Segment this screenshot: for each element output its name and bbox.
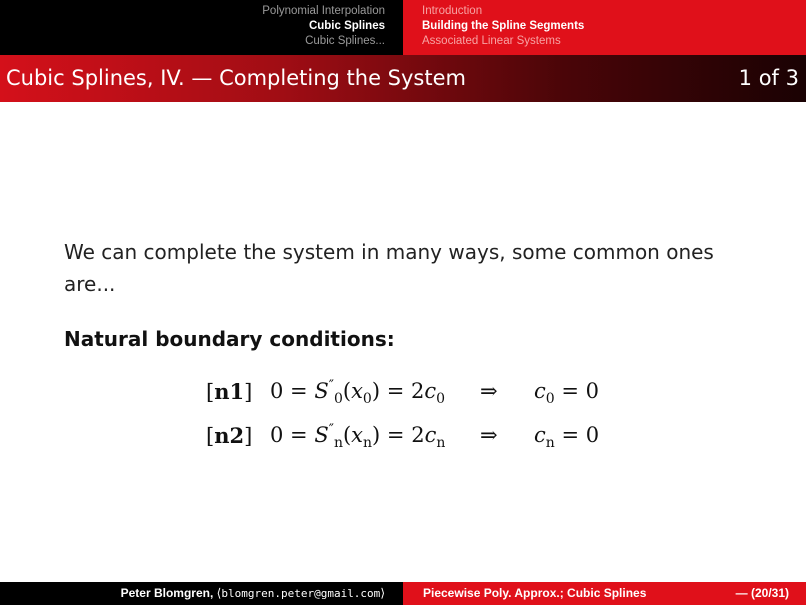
equation-tag: [n1]	[206, 379, 253, 404]
equation-rhs: $c_0 = 0$	[534, 379, 599, 408]
equation-tag: [n2]	[206, 423, 253, 448]
footer-author-box	[0, 582, 403, 605]
nav-section-cubic-splines[interactable]: Cubic Splines	[308, 20, 385, 32]
nav-section-cubic-splines-continued[interactable]: Cubic Splines...	[305, 35, 385, 47]
nav-section-polynomial-interpolation[interactable]: Polynomial Interpolation	[262, 5, 385, 17]
implies-arrow: ⇒	[480, 423, 498, 447]
frame-counter: 1 of 3	[738, 66, 799, 90]
subsection-navigation	[403, 0, 806, 55]
equation-lhs: $0 = S''_0(x_0) = 2c_0$	[270, 378, 446, 408]
footer-course-box	[403, 582, 806, 605]
footer-page-number: — (20/31)	[735, 586, 789, 600]
section-heading: Natural boundary conditions:	[64, 327, 395, 351]
nav-subsection-associated-linear-systems[interactable]: Associated Linear Systems	[422, 35, 561, 47]
implies-arrow: ⇒	[480, 379, 498, 403]
equation-rhs: $c_n = 0$	[534, 423, 600, 452]
frame-title: Cubic Splines, IV. — Completing the System	[6, 66, 466, 90]
nav-subsection-introduction[interactable]: Introduction	[422, 5, 483, 17]
nav-subsection-building-spline-segments[interactable]: Building the Spline Segments	[422, 20, 585, 32]
equation-lhs: $0 = S''_n(x_n) = 2c_n$	[270, 422, 446, 452]
intro-paragraph: We can complete the system in many ways, some common ones are...	[64, 240, 714, 296]
frame-title-bar	[0, 55, 806, 102]
footer-email[interactable]: blomgren.peter@gmail.com	[221, 587, 381, 600]
footer-author: Peter Blomgren, ⟨blomgren.peter@gmail.com⟩	[120, 586, 385, 600]
footer	[0, 582, 806, 605]
section-navigation	[0, 0, 403, 55]
footer-course-title: Piecewise Poly. Approx.; Cubic Splines	[423, 586, 647, 600]
top-navigation	[0, 0, 806, 55]
